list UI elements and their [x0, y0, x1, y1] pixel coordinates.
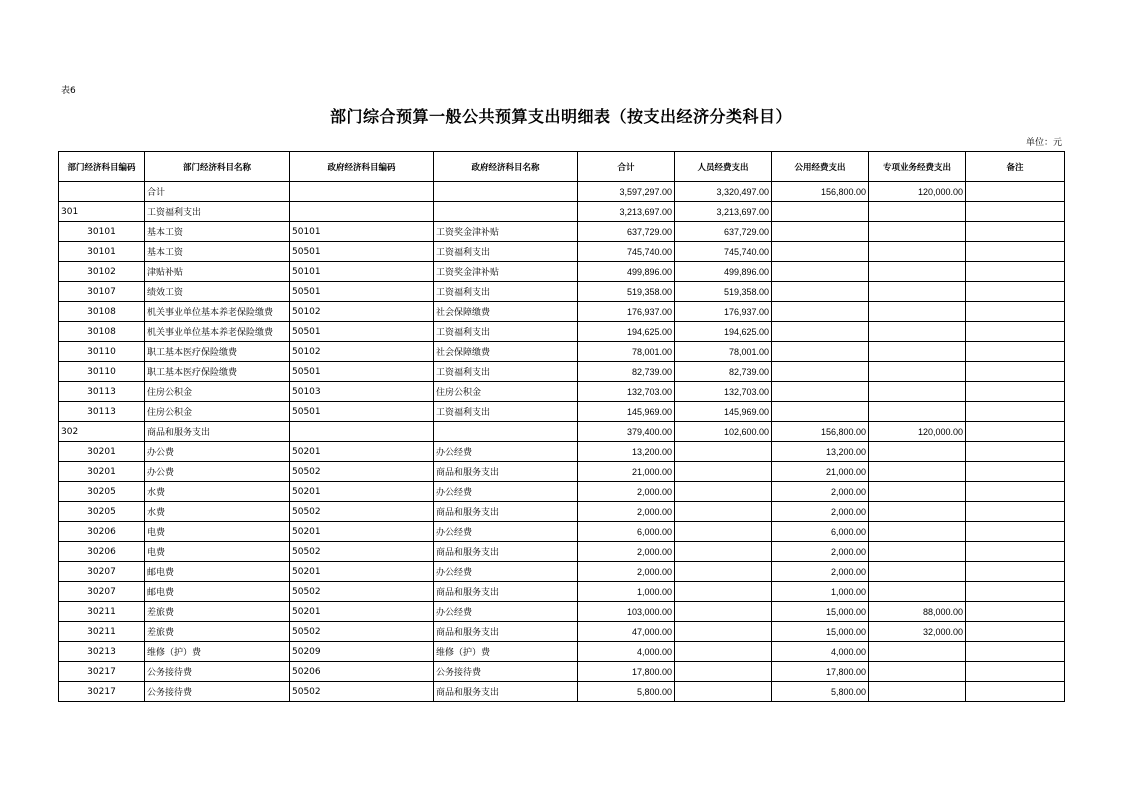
table-row — [59, 182, 1065, 202]
table-number: 表6 — [61, 86, 76, 96]
cell-dept-name: 水费 — [145, 502, 290, 522]
cell-dept-name: 公务接待费 — [145, 682, 290, 702]
cell-dept-name: 职工基本医疗保险缴费 — [145, 342, 290, 362]
cell-special — [869, 662, 966, 682]
cell-total: 13,200.00 — [578, 442, 675, 462]
cell-special — [869, 522, 966, 542]
header-gov-code: 政府经济科目编码 — [290, 152, 434, 182]
cell-personnel: 519,358.00 — [675, 282, 772, 302]
cell-gov-code: 50501 — [290, 402, 434, 422]
cell-dept-code: 30108 — [59, 302, 145, 322]
cell-gov-code: 50502 — [290, 542, 434, 562]
cell-special — [869, 382, 966, 402]
header-gov-name: 政府经济科目名称 — [434, 152, 578, 182]
table-row — [59, 682, 1065, 702]
cell-personnel: 3,213,697.00 — [675, 202, 772, 222]
cell-gov-name: 工资奖金津补贴 — [434, 222, 578, 242]
cell-gov-name: 工资福利支出 — [434, 322, 578, 342]
cell-total: 2,000.00 — [578, 502, 675, 522]
cell-dept-name: 绩效工资 — [145, 282, 290, 302]
cell-gov-name: 工资福利支出 — [434, 362, 578, 382]
cell-gov-name: 工资奖金津补贴 — [434, 262, 578, 282]
header-total: 合计 — [578, 152, 675, 182]
cell-dept-name: 办公费 — [145, 462, 290, 482]
cell-gov-name: 工资福利支出 — [434, 402, 578, 422]
cell-dept-name: 合计 — [145, 182, 290, 202]
table-row — [59, 202, 1065, 222]
cell-gov-code: 50501 — [290, 242, 434, 262]
cell-personnel: 132,703.00 — [675, 382, 772, 402]
cell-gov-name: 办公经费 — [434, 482, 578, 502]
cell-personnel: 745,740.00 — [675, 242, 772, 262]
cell-remark — [966, 662, 1065, 682]
cell-personnel: 194,625.00 — [675, 322, 772, 342]
cell-remark — [966, 522, 1065, 542]
header-public: 公用经费支出 — [772, 152, 869, 182]
cell-personnel — [675, 502, 772, 522]
cell-gov-code: 50102 — [290, 342, 434, 362]
cell-total: 21,000.00 — [578, 462, 675, 482]
cell-personnel — [675, 542, 772, 562]
cell-gov-name: 办公经费 — [434, 602, 578, 622]
cell-personnel — [675, 522, 772, 542]
cell-public — [772, 282, 869, 302]
cell-total: 379,400.00 — [578, 422, 675, 442]
cell-public — [772, 222, 869, 242]
cell-dept-name: 基本工资 — [145, 242, 290, 262]
cell-special — [869, 322, 966, 342]
cell-personnel: 102,600.00 — [675, 422, 772, 442]
cell-dept-name: 职工基本医疗保险缴费 — [145, 362, 290, 382]
cell-special: 120,000.00 — [869, 182, 966, 202]
cell-special — [869, 402, 966, 422]
cell-remark — [966, 602, 1065, 622]
cell-gov-name: 工资福利支出 — [434, 282, 578, 302]
cell-dept-code: 30101 — [59, 222, 145, 242]
cell-dept-code: 30207 — [59, 582, 145, 602]
cell-gov-name: 维修（护）费 — [434, 642, 578, 662]
cell-special — [869, 682, 966, 702]
cell-special — [869, 462, 966, 482]
cell-public: 21,000.00 — [772, 462, 869, 482]
cell-gov-code: 50502 — [290, 622, 434, 642]
cell-public: 2,000.00 — [772, 562, 869, 582]
cell-personnel: 3,320,497.00 — [675, 182, 772, 202]
cell-gov-code: 50101 — [290, 262, 434, 282]
cell-dept-code: 30107 — [59, 282, 145, 302]
cell-dept-name: 办公费 — [145, 442, 290, 462]
cell-gov-code: 50502 — [290, 502, 434, 522]
cell-dept-code: 30110 — [59, 362, 145, 382]
cell-gov-name: 工资福利支出 — [434, 242, 578, 262]
cell-remark — [966, 582, 1065, 602]
cell-gov-name: 商品和服务支出 — [434, 502, 578, 522]
cell-public — [772, 382, 869, 402]
cell-public: 15,000.00 — [772, 602, 869, 622]
table-row — [59, 582, 1065, 602]
cell-total: 82,739.00 — [578, 362, 675, 382]
cell-public: 15,000.00 — [772, 622, 869, 642]
cell-total: 132,703.00 — [578, 382, 675, 402]
header-personnel: 人员经费支出 — [675, 152, 772, 182]
cell-total: 2,000.00 — [578, 482, 675, 502]
cell-remark — [966, 642, 1065, 662]
cell-total: 2,000.00 — [578, 542, 675, 562]
cell-remark — [966, 202, 1065, 222]
cell-special — [869, 442, 966, 462]
cell-special: 88,000.00 — [869, 602, 966, 622]
cell-gov-code: 50201 — [290, 442, 434, 462]
cell-dept-code: 30110 — [59, 342, 145, 362]
cell-public: 13,200.00 — [772, 442, 869, 462]
cell-personnel: 82,739.00 — [675, 362, 772, 382]
table-row — [59, 662, 1065, 682]
unit-label: 单位：元 — [1025, 138, 1062, 148]
cell-gov-code — [290, 182, 434, 202]
cell-remark — [966, 382, 1065, 402]
cell-remark — [966, 182, 1065, 202]
cell-gov-code: 50502 — [290, 462, 434, 482]
cell-gov-name: 办公经费 — [434, 522, 578, 542]
table-row — [59, 402, 1065, 422]
cell-special — [869, 202, 966, 222]
cell-dept-code: 30201 — [59, 462, 145, 482]
cell-remark — [966, 462, 1065, 482]
cell-dept-name: 住房公积金 — [145, 402, 290, 422]
cell-special — [869, 242, 966, 262]
cell-remark — [966, 482, 1065, 502]
cell-dept-code — [59, 182, 145, 202]
cell-dept-code: 30211 — [59, 622, 145, 642]
cell-public — [772, 302, 869, 322]
cell-remark — [966, 442, 1065, 462]
cell-remark — [966, 682, 1065, 702]
cell-gov-name: 商品和服务支出 — [434, 542, 578, 562]
table-row — [59, 602, 1065, 622]
cell-gov-name: 公务接待费 — [434, 662, 578, 682]
table-row — [59, 322, 1065, 342]
cell-gov-name: 商品和服务支出 — [434, 582, 578, 602]
cell-personnel — [675, 442, 772, 462]
cell-dept-code: 30217 — [59, 662, 145, 682]
cell-gov-name — [434, 202, 578, 222]
cell-public: 6,000.00 — [772, 522, 869, 542]
cell-dept-code: 30217 — [59, 682, 145, 702]
cell-gov-name: 住房公积金 — [434, 382, 578, 402]
cell-dept-name: 电费 — [145, 522, 290, 542]
cell-gov-code: 50206 — [290, 662, 434, 682]
cell-dept-name: 商品和服务支出 — [145, 422, 290, 442]
cell-total: 47,000.00 — [578, 622, 675, 642]
table-row — [59, 522, 1065, 542]
cell-public: 156,800.00 — [772, 422, 869, 442]
table-row — [59, 442, 1065, 462]
cell-public: 2,000.00 — [772, 502, 869, 522]
cell-dept-code: 30207 — [59, 562, 145, 582]
cell-total: 78,001.00 — [578, 342, 675, 362]
cell-personnel — [675, 602, 772, 622]
cell-special: 32,000.00 — [869, 622, 966, 642]
cell-gov-code: 50501 — [290, 322, 434, 342]
cell-special: 120,000.00 — [869, 422, 966, 442]
header-remark: 备注 — [966, 152, 1065, 182]
cell-personnel: 145,969.00 — [675, 402, 772, 422]
cell-total: 2,000.00 — [578, 562, 675, 582]
cell-remark — [966, 302, 1065, 322]
cell-gov-code: 50501 — [290, 282, 434, 302]
cell-dept-name: 电费 — [145, 542, 290, 562]
cell-gov-code — [290, 202, 434, 222]
table-row — [59, 462, 1065, 482]
cell-gov-name: 社会保障缴费 — [434, 342, 578, 362]
cell-dept-code: 30201 — [59, 442, 145, 462]
cell-public: 17,800.00 — [772, 662, 869, 682]
cell-total: 3,213,697.00 — [578, 202, 675, 222]
cell-total: 637,729.00 — [578, 222, 675, 242]
table-row — [59, 262, 1065, 282]
cell-dept-code: 30101 — [59, 242, 145, 262]
table-row — [59, 382, 1065, 402]
cell-total: 519,358.00 — [578, 282, 675, 302]
cell-remark — [966, 262, 1065, 282]
cell-gov-name: 办公经费 — [434, 442, 578, 462]
cell-special — [869, 582, 966, 602]
cell-dept-code: 30206 — [59, 522, 145, 542]
cell-gov-code: 50209 — [290, 642, 434, 662]
cell-remark — [966, 402, 1065, 422]
cell-special — [869, 362, 966, 382]
cell-personnel — [675, 582, 772, 602]
table-row — [59, 302, 1065, 322]
cell-public — [772, 202, 869, 222]
cell-public: 2,000.00 — [772, 542, 869, 562]
header-row — [59, 152, 1065, 182]
cell-remark — [966, 342, 1065, 362]
cell-remark — [966, 242, 1065, 262]
cell-dept-name: 邮电费 — [145, 582, 290, 602]
cell-gov-code: 50502 — [290, 682, 434, 702]
cell-gov-code: 50502 — [290, 582, 434, 602]
cell-gov-name: 商品和服务支出 — [434, 622, 578, 642]
cell-personnel — [675, 462, 772, 482]
cell-dept-code: 30108 — [59, 322, 145, 342]
cell-public: 1,000.00 — [772, 582, 869, 602]
cell-special — [869, 302, 966, 322]
cell-total: 145,969.00 — [578, 402, 675, 422]
table-row — [59, 642, 1065, 662]
cell-special — [869, 542, 966, 562]
table-row — [59, 222, 1065, 242]
cell-dept-name: 差旅费 — [145, 622, 290, 642]
cell-dept-name: 差旅费 — [145, 602, 290, 622]
cell-dept-name: 机关事业单位基本养老保险缴费 — [145, 302, 290, 322]
cell-dept-code: 30211 — [59, 602, 145, 622]
cell-total: 1,000.00 — [578, 582, 675, 602]
cell-total: 103,000.00 — [578, 602, 675, 622]
cell-total: 194,625.00 — [578, 322, 675, 342]
cell-remark — [966, 322, 1065, 342]
cell-gov-name: 商品和服务支出 — [434, 682, 578, 702]
cell-personnel: 499,896.00 — [675, 262, 772, 282]
cell-gov-name — [434, 182, 578, 202]
cell-remark — [966, 362, 1065, 382]
table-row — [59, 282, 1065, 302]
cell-gov-name: 办公经费 — [434, 562, 578, 582]
cell-dept-name: 基本工资 — [145, 222, 290, 242]
cell-special — [869, 282, 966, 302]
cell-total: 6,000.00 — [578, 522, 675, 542]
table-row — [59, 362, 1065, 382]
cell-gov-code: 50501 — [290, 362, 434, 382]
cell-gov-name — [434, 422, 578, 442]
cell-personnel — [675, 642, 772, 662]
cell-remark — [966, 422, 1065, 442]
cell-remark — [966, 282, 1065, 302]
cell-dept-code: 30102 — [59, 262, 145, 282]
cell-dept-code: 30206 — [59, 542, 145, 562]
cell-total: 3,597,297.00 — [578, 182, 675, 202]
table-row — [59, 242, 1065, 262]
table-row — [59, 502, 1065, 522]
cell-total: 745,740.00 — [578, 242, 675, 262]
cell-personnel: 78,001.00 — [675, 342, 772, 362]
cell-gov-code: 50201 — [290, 522, 434, 542]
cell-public: 4,000.00 — [772, 642, 869, 662]
header-dept-code: 部门经济科目编码 — [59, 152, 145, 182]
cell-public: 2,000.00 — [772, 482, 869, 502]
cell-dept-code: 30113 — [59, 382, 145, 402]
cell-dept-name: 工资福利支出 — [145, 202, 290, 222]
cell-personnel — [675, 482, 772, 502]
cell-gov-name: 商品和服务支出 — [434, 462, 578, 482]
cell-gov-name: 社会保障缴费 — [434, 302, 578, 322]
cell-special — [869, 222, 966, 242]
table-row — [59, 422, 1065, 442]
cell-dept-name: 公务接待费 — [145, 662, 290, 682]
cell-public — [772, 362, 869, 382]
cell-special — [869, 562, 966, 582]
cell-dept-name: 维修（护）费 — [145, 642, 290, 662]
cell-remark — [966, 542, 1065, 562]
cell-remark — [966, 502, 1065, 522]
cell-gov-code: 50103 — [290, 382, 434, 402]
cell-dept-code: 302 — [59, 422, 145, 442]
cell-dept-name: 邮电费 — [145, 562, 290, 582]
cell-personnel: 637,729.00 — [675, 222, 772, 242]
cell-dept-name: 津贴补贴 — [145, 262, 290, 282]
cell-gov-code — [290, 422, 434, 442]
cell-total: 176,937.00 — [578, 302, 675, 322]
cell-personnel — [675, 562, 772, 582]
cell-gov-code: 50201 — [290, 562, 434, 582]
table-row — [59, 342, 1065, 362]
cell-public — [772, 242, 869, 262]
cell-special — [869, 342, 966, 362]
cell-public — [772, 322, 869, 342]
cell-total: 17,800.00 — [578, 662, 675, 682]
cell-gov-code: 50102 — [290, 302, 434, 322]
cell-personnel — [675, 622, 772, 642]
cell-total: 5,800.00 — [578, 682, 675, 702]
table-row — [59, 482, 1065, 502]
cell-public — [772, 262, 869, 282]
page-title: 部门综合预算一般公共预算支出明细表（按支出经济分类科目） — [329, 107, 792, 126]
header-special: 专项业务经费支出 — [869, 152, 966, 182]
header-dept-name: 部门经济科目名称 — [145, 152, 290, 182]
cell-dept-code: 30205 — [59, 482, 145, 502]
cell-remark — [966, 622, 1065, 642]
cell-dept-code: 30213 — [59, 642, 145, 662]
cell-public — [772, 402, 869, 422]
cell-remark — [966, 562, 1065, 582]
table-row — [59, 622, 1065, 642]
cell-gov-code: 50201 — [290, 482, 434, 502]
cell-special — [869, 642, 966, 662]
cell-dept-name: 水费 — [145, 482, 290, 502]
cell-special — [869, 482, 966, 502]
cell-total: 499,896.00 — [578, 262, 675, 282]
cell-personnel — [675, 682, 772, 702]
cell-public — [772, 342, 869, 362]
table-row — [59, 542, 1065, 562]
cell-personnel — [675, 662, 772, 682]
budget-table — [58, 151, 1065, 702]
cell-dept-name: 机关事业单位基本养老保险缴费 — [145, 322, 290, 342]
cell-special — [869, 262, 966, 282]
cell-dept-code: 30205 — [59, 502, 145, 522]
table-row — [59, 562, 1065, 582]
cell-dept-code: 301 — [59, 202, 145, 222]
cell-public: 5,800.00 — [772, 682, 869, 702]
cell-special — [869, 502, 966, 522]
cell-public: 156,800.00 — [772, 182, 869, 202]
cell-dept-name: 住房公积金 — [145, 382, 290, 402]
cell-gov-code: 50201 — [290, 602, 434, 622]
cell-gov-code: 50101 — [290, 222, 434, 242]
cell-dept-code: 30113 — [59, 402, 145, 422]
cell-personnel: 176,937.00 — [675, 302, 772, 322]
cell-remark — [966, 222, 1065, 242]
cell-total: 4,000.00 — [578, 642, 675, 662]
